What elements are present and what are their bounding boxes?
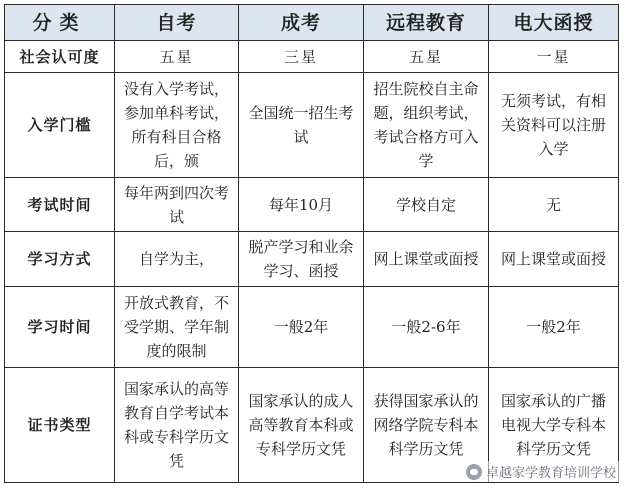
row-exam-time — [5, 178, 619, 232]
row-study-mode — [5, 232, 619, 287]
wechat-icon — [466, 464, 482, 480]
cell-rating: 五星 — [115, 41, 239, 73]
table-cell: 国家承认的高等教育自学考试本科或专科学历文凭 — [115, 368, 239, 483]
cell-rating: 一星 — [489, 41, 619, 73]
table-cell: 自学为主， — [115, 232, 239, 287]
row-label: 入学门槛 — [5, 73, 115, 178]
row-label: 证书类型 — [5, 368, 115, 483]
header-adult-exam: 成考 — [239, 5, 364, 41]
cell-rating: 五星 — [364, 41, 489, 73]
header-row — [5, 5, 619, 41]
table-cell: 每年10月 — [239, 178, 364, 232]
table-cell: 国家承认的广播电视大学专科本科学历文凭 — [489, 368, 619, 483]
watermark-text: 卓越家学教育培训学校 — [485, 466, 616, 481]
header-distance-education: 远程教育 — [364, 5, 489, 41]
header-self-study-exam: 自考 — [115, 5, 239, 41]
table-cell: 国家承认的成人高等教育本科或专科学历文凭 — [239, 368, 364, 483]
table-cell: 招生院校自主命题，组织考试，考试合格方可入学 — [364, 73, 489, 178]
table-cell: 开放式教育，不受学期、学年制度的限制 — [115, 287, 239, 368]
table-cell: 一般2年 — [239, 287, 364, 368]
row-label: 考试时间 — [5, 178, 115, 232]
table-cell: 获得国家承认的网络学院专科本科学历文凭 — [364, 368, 489, 483]
cell-rating: 三星 — [239, 41, 364, 73]
table-cell: 一般2-6年 — [364, 287, 489, 368]
table-cell: 无 — [489, 178, 619, 232]
row-label: 学习方式 — [5, 232, 115, 287]
header-category: 分类 — [5, 5, 115, 41]
table-cell: 脱产学习和业余学习、函授 — [239, 232, 364, 287]
table-cell: 无须考试，有相关资料可以注册入学 — [489, 73, 619, 178]
comparison-table — [4, 4, 619, 483]
watermark — [463, 461, 619, 482]
table-cell: 网上课堂或面授 — [364, 232, 489, 287]
table-cell: 学校自定 — [364, 178, 489, 232]
table-cell: 每年两到四次考试 — [115, 178, 239, 232]
header-tvu-correspondence: 电大函授 — [489, 5, 619, 41]
row-label: 社会认可度 — [5, 41, 115, 73]
row-social-recognition — [5, 41, 619, 73]
row-entry-threshold — [5, 73, 619, 178]
table-cell: 没有入学考试，参加单科考试，所有科目合格后，颁 — [115, 73, 239, 178]
row-study-duration — [5, 287, 619, 368]
row-label: 学习时间 — [5, 287, 115, 368]
table-cell: 网上课堂或面授 — [489, 232, 619, 287]
table-cell: 全国统一招生考试 — [239, 73, 364, 178]
table-cell: 一般2年 — [489, 287, 619, 368]
